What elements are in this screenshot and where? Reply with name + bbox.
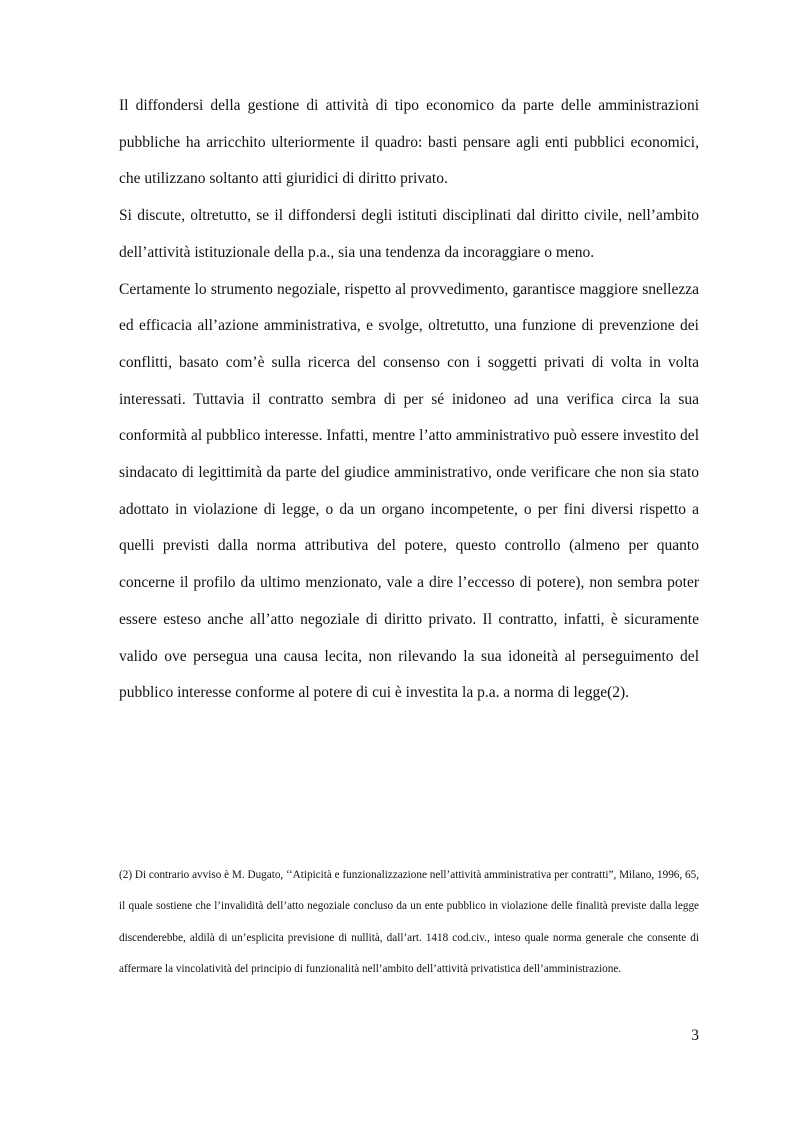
page-number: 3 [691, 1027, 699, 1044]
paragraph-1: Il diffondersi della gestione di attività di tipo economico da parte delle amministrazioni pubbliche ha arricchito ulteriormente il quadro: basti pensare agli enti pubblici economici, che utilizzano soltanto atti giuridici di diritto privato. [119, 97, 699, 188]
footnote-2: (2) Di contrario avviso è M. Dugato, ‘‘Atipicità e funzionalizzazione nell’attività amministrativa per contratti”, Milano, 1996, 65, il quale sostiene che l’invalidità dell’atto negoziale concluso da un ente pubblico in violazione delle finalità previste dalla legge discenderebbe, aldilà di un’esplicita previsione di nullità, dall’art. 1418 cod.civ., inteso quale norma generale che consente di affermare la vincolatività del principio di funzionalità nell’ambito dell’attività privatistica dell’amministrazione. [119, 869, 699, 976]
footnote-area [119, 860, 699, 986]
paragraph-3: Certamente lo strumento negoziale, rispetto al provvedimento, garantisce maggiore snellezza ed efficacia all’azione amministrativa, e svolge, oltretutto, una funzione di prevenzione dei conflitti, basato com’è sulla ricerca del consenso con i soggetti privati di volta in volta interessati. Tuttavia il contratto sembra di per sé inidoneo ad una verifica circa la sua conformità al pubblico interesse. Infatti, mentre l’atto amministrativo può essere investito del sindacato di legittimità da parte del giudice amministrativo, onde verificare che non sia stato adottato in violazione di legge, o da un organo incompetente, o per fini diversi rispetto a quelli previsti dalla norma attributiva del potere, questo controllo (almeno per quanto concerne il profilo da ultimo menzionato, vale a dire l’eccesso di potere), non sembra poter essere esteso anche all’atto negoziale di diritto privato. Il contratto, infatti, è sicuramente valido ove persegua una causa lecita, non rilevando la sua idoneità al perseguimento del pubblico interesse conforme al potere di cui è investita la p.a. a norma di legge(2). [119, 280, 699, 702]
document-body [119, 88, 699, 712]
paragraph-2: Si discute, oltretutto, se il diffondersi degli istituti disciplinati dal diritto civile, nell’ambito dell’attività istituzionale della p.a., sia una tendenza da incoraggiare o meno. [119, 207, 699, 261]
